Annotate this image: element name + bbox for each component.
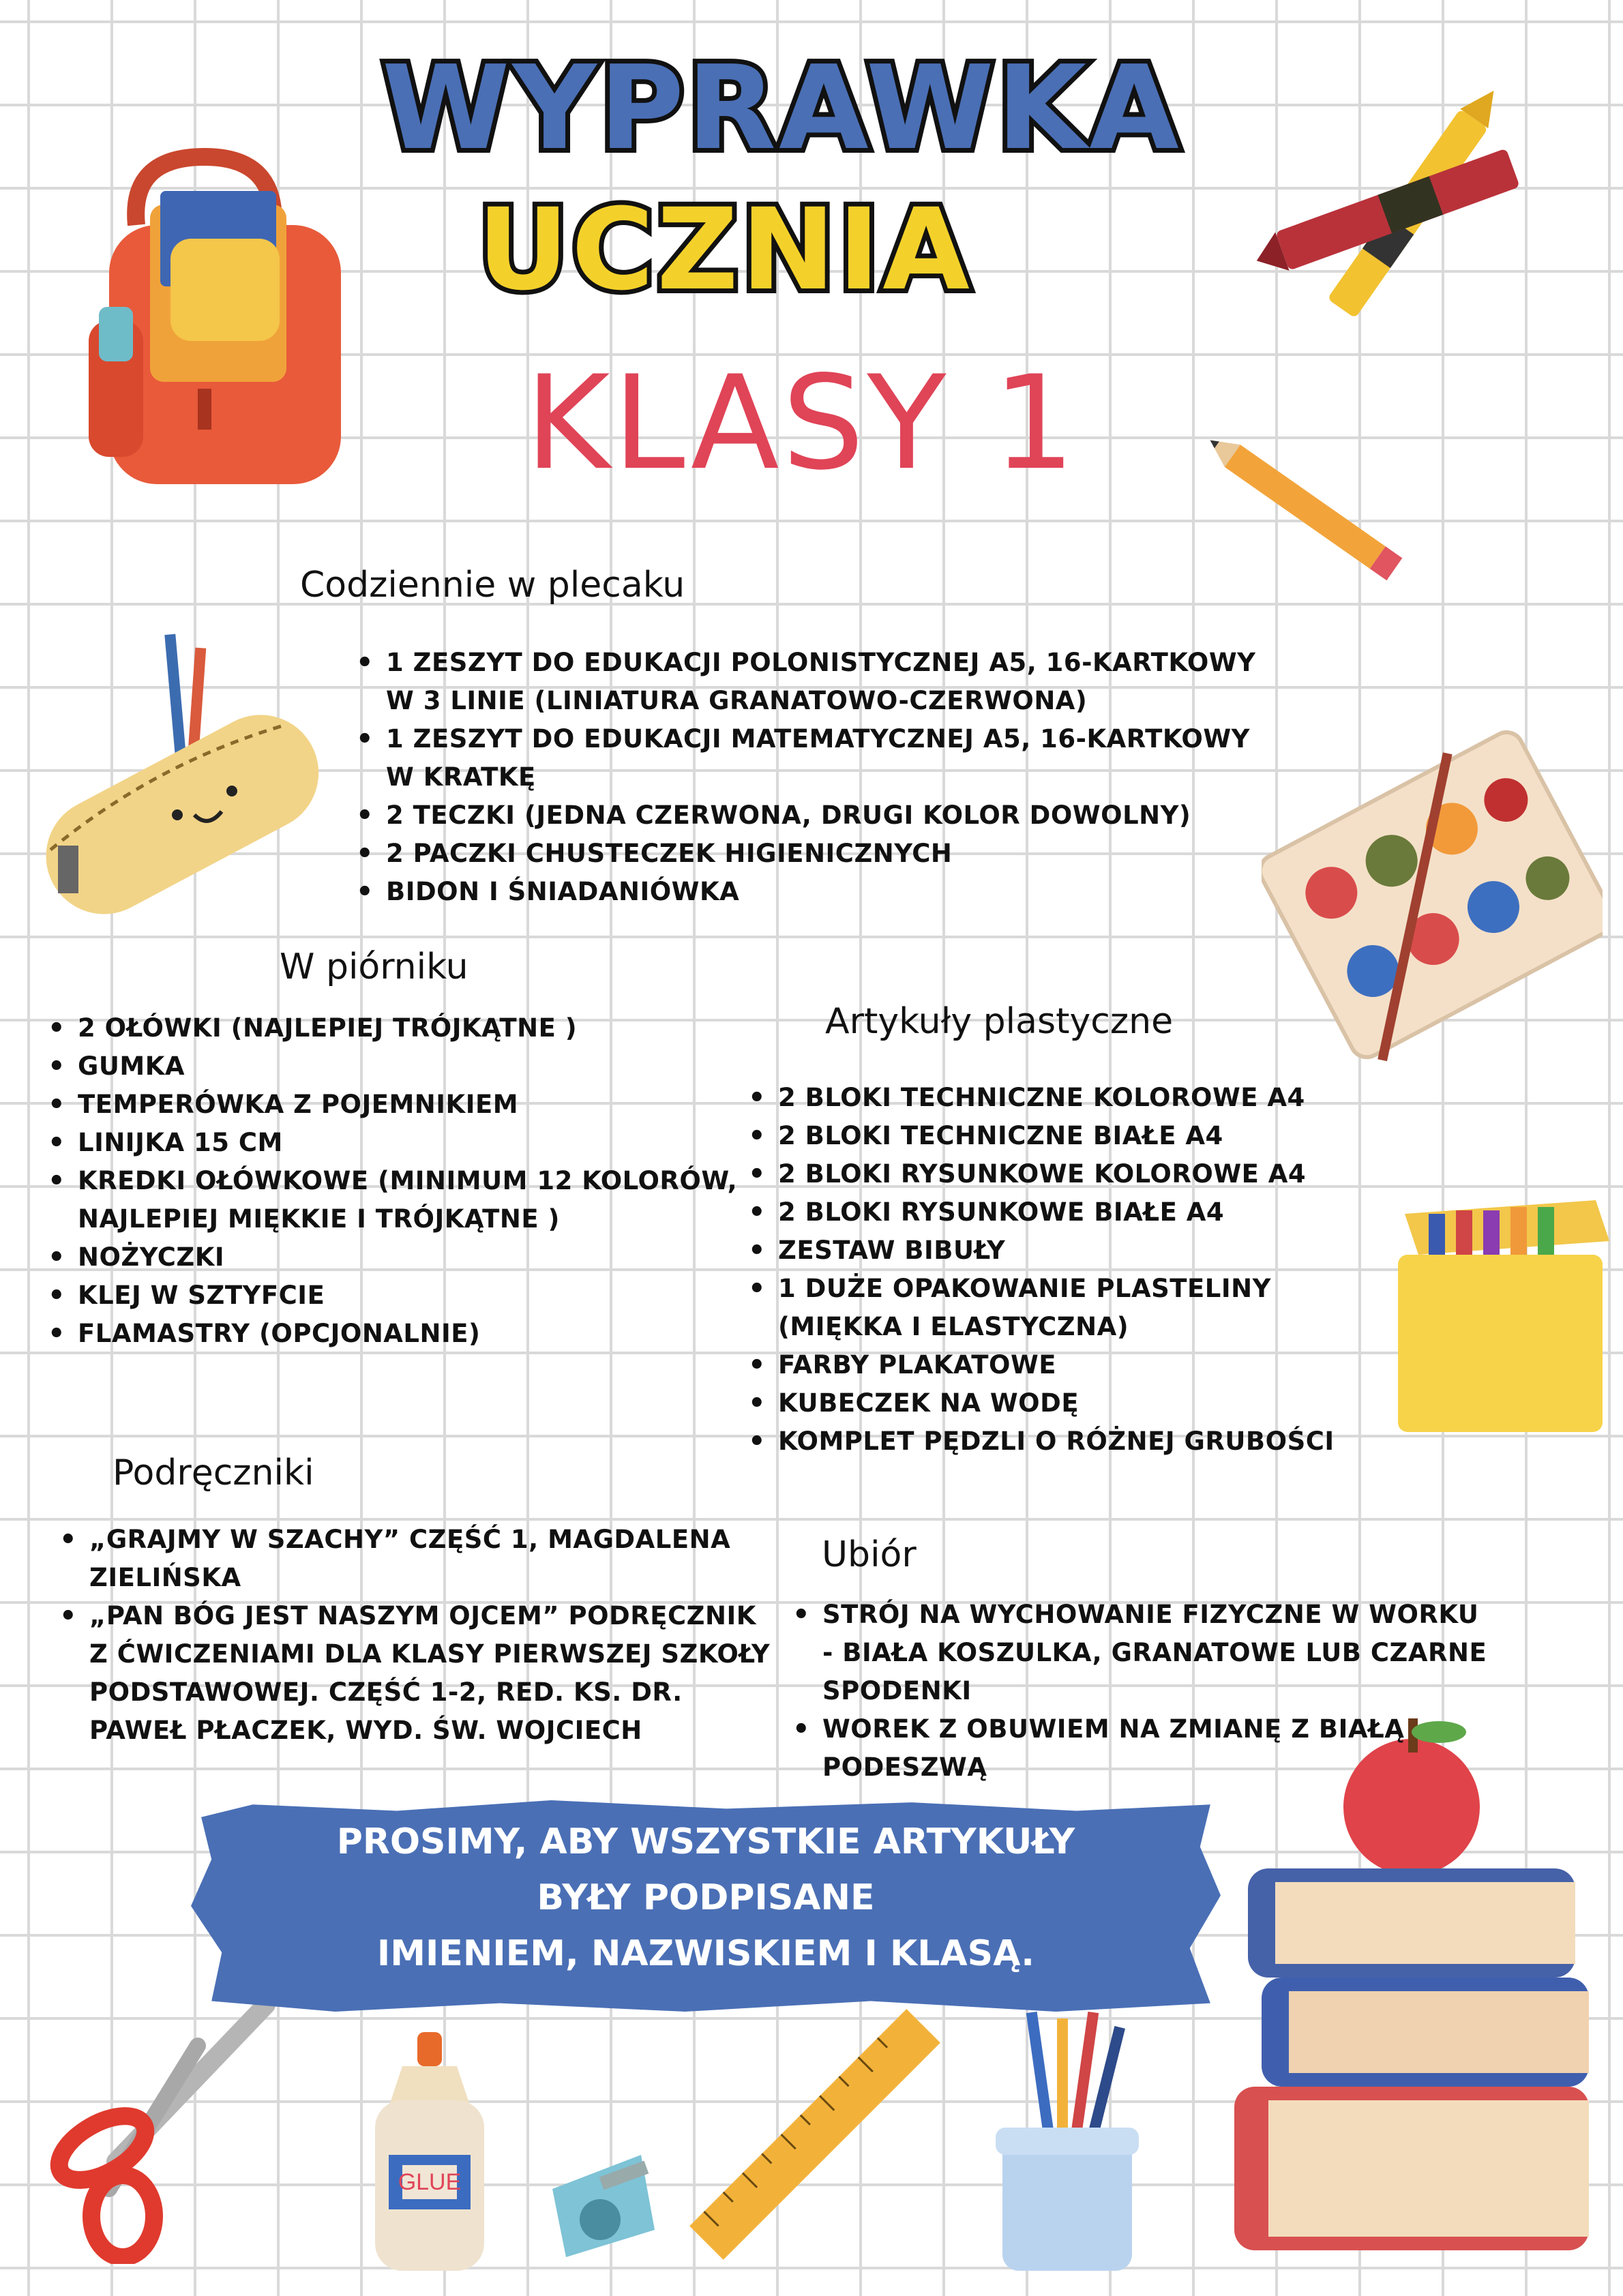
title-line-1: WYPRAWKA xyxy=(382,41,1182,176)
list-item-text: W 3 LINIE (LINIATURA GRANATOWO-CZERWONA) xyxy=(386,686,1088,715)
list-item: • BIDON I ŚNIADANIÓWKA xyxy=(348,873,1255,911)
list-item: • 1 ZESZYT DO EDUKACJI POLONISTYCZNEJ A5, 16-KARTKOWY xyxy=(348,644,1255,682)
list-item-text: (MIĘKKA I ELASTYCZNA) xyxy=(778,1312,1129,1341)
list-item-continuation xyxy=(51,1712,770,1750)
list-item: • 2 TECZKI (JEDNA CZERWONA, DRUGI KOLOR DOWOLNY) xyxy=(348,796,1255,835)
ruler-icon xyxy=(675,1998,955,2271)
section-heading-podreczniki: Podręczniki xyxy=(113,1452,314,1493)
list-item: • KUBECZEK NA WODĘ xyxy=(740,1384,1335,1422)
list-item-text: Z ĆWICZENIAMI DLA KLASY PIERWSZEJ SZKOŁY xyxy=(89,1639,771,1669)
list-item: • NOŻYCZKI xyxy=(40,1238,737,1277)
list-item-text: W KRATKĘ xyxy=(386,762,536,792)
pencil-cup-icon xyxy=(989,2012,1146,2278)
list-item-text: PODSTAWOWEJ. CZĘŚĆ 1-2, RED. KS. DR. xyxy=(89,1678,683,1707)
pencil-icon xyxy=(1187,409,1425,614)
list-item: • KOMPLET PĘDZLI O RÓŻNEJ GRUBOŚCI xyxy=(740,1422,1335,1461)
list-item-continuation xyxy=(348,682,1255,720)
list-item-text: PODESZWĄ xyxy=(822,1753,987,1782)
list-item: • KLEJ W SZTYFCIE xyxy=(40,1277,737,1315)
list-item-continuation xyxy=(51,1635,770,1673)
banner-line-1: PROSIMY, ABY WSZYSTKIE ARTYKUŁY xyxy=(336,1821,1075,1862)
title-line-3: KLASY 1 xyxy=(525,348,1078,498)
scissors-icon xyxy=(34,1991,286,2264)
list-item: • 1 ZESZYT DO EDUKACJI MATEMATYCZNEJ A5, 16-KARTKOWY xyxy=(348,720,1255,758)
list-item-continuation xyxy=(40,1200,737,1238)
list-item: • LINIJKA 15 CM xyxy=(40,1124,737,1162)
list-item: • STRÓJ NA WYCHOWANIE FIZYCZNE W WORKU xyxy=(784,1596,1487,1634)
section-heading-ubior: Ubiór xyxy=(822,1534,917,1575)
list-item: • 2 OŁÓWKI (NAJLEPIEJ TRÓJKĄTNE ) xyxy=(40,1009,737,1047)
crayons-icon xyxy=(1248,61,1575,355)
section-heading-plecak: Codziennie w plecaku xyxy=(300,565,685,606)
list-item: • 2 BLOKI TECHNICZNE KOLOROWE A4 xyxy=(740,1079,1335,1117)
list-item: • „GRAJMY W SZACHY” CZĘŚĆ 1, MAGDALENA xyxy=(51,1521,770,1559)
list-item-continuation xyxy=(784,1634,1487,1672)
watercolor-palette-icon xyxy=(1262,696,1603,1118)
list-item: • KREDKI OŁÓWKOWE (MINIMUM 12 KOLORÓW, xyxy=(40,1162,737,1200)
list-item-continuation xyxy=(784,1672,1487,1710)
list-item: • 2 BLOKI RYSUNKOWE KOLOROWE A4 xyxy=(740,1155,1335,1193)
list-piornik xyxy=(40,1009,737,1353)
list-item-continuation xyxy=(51,1673,770,1712)
list-item-text: ZIELIŃSKA xyxy=(89,1563,241,1592)
list-item-continuation xyxy=(784,1748,1487,1787)
list-item: • 2 PACZKI CHUSTECZEK HIGIENICZNYCH xyxy=(348,835,1255,873)
pencil-case-icon xyxy=(20,621,341,927)
list-item: • 1 DUŻE OPAKOWANIE PLASTELINY xyxy=(740,1270,1335,1308)
list-item-text: PAWEŁ PŁACZEK, WYD. ŚW. WOJCIECH xyxy=(89,1716,642,1745)
notice-banner-text xyxy=(191,1814,1221,1982)
section-heading-piornik: W piórniku xyxy=(280,946,468,987)
list-item: • FLAMASTRY (OPCJONALNIE) xyxy=(40,1315,737,1353)
list-item: • GUMKA xyxy=(40,1047,737,1086)
list-item: • FARBY PLAKATOWE xyxy=(740,1346,1335,1384)
list-podreczniki xyxy=(51,1521,770,1750)
sharpener-icon xyxy=(539,2141,661,2264)
backpack-icon xyxy=(48,143,375,498)
glue-label: GLUE xyxy=(398,2169,462,2195)
banner-line-2: BYŁY PODPISANE xyxy=(537,1877,875,1918)
list-item-continuation xyxy=(740,1308,1335,1346)
list-item: • 2 BLOKI TECHNICZNE BIAŁE A4 xyxy=(740,1117,1335,1155)
banner-line-3: IMIENIEM, NAZWISKIEM I KLASĄ. xyxy=(376,1933,1035,1974)
list-item: • TEMPERÓWKA Z POJEMNIKIEM xyxy=(40,1086,737,1124)
list-item: • ZESTAW BIBUŁY xyxy=(740,1232,1335,1270)
crayon-box-icon xyxy=(1391,1187,1616,1446)
list-item-continuation xyxy=(348,758,1255,796)
list-ubior xyxy=(784,1596,1487,1787)
list-plecak xyxy=(348,644,1255,911)
list-item: • „PAN BÓG JEST NASZYM OJCEM” PODRĘCZNIK xyxy=(51,1597,770,1635)
list-item-continuation xyxy=(51,1559,770,1597)
list-plastyczne xyxy=(740,1079,1335,1461)
title-line-2: UCZNIA xyxy=(477,184,972,315)
list-item-text: SPODENKI xyxy=(822,1676,972,1705)
list-item-text: NAJLEPIEJ MIĘKKIE I TRÓJKĄTNE ) xyxy=(78,1204,560,1234)
list-item: • WOREK Z OBUWIEM NA ZMIANĘ Z BIAŁĄ xyxy=(784,1710,1487,1748)
list-item-text: - BIAŁA KOSZULKA, GRANATOWE LUB CZARNE xyxy=(822,1638,1487,1667)
glue-bottle-icon xyxy=(368,2032,491,2278)
section-heading-plastyczne: Artykuły plastyczne xyxy=(825,1001,1174,1042)
list-item: • 2 BLOKI RYSUNKOWE BIAŁE A4 xyxy=(740,1193,1335,1232)
